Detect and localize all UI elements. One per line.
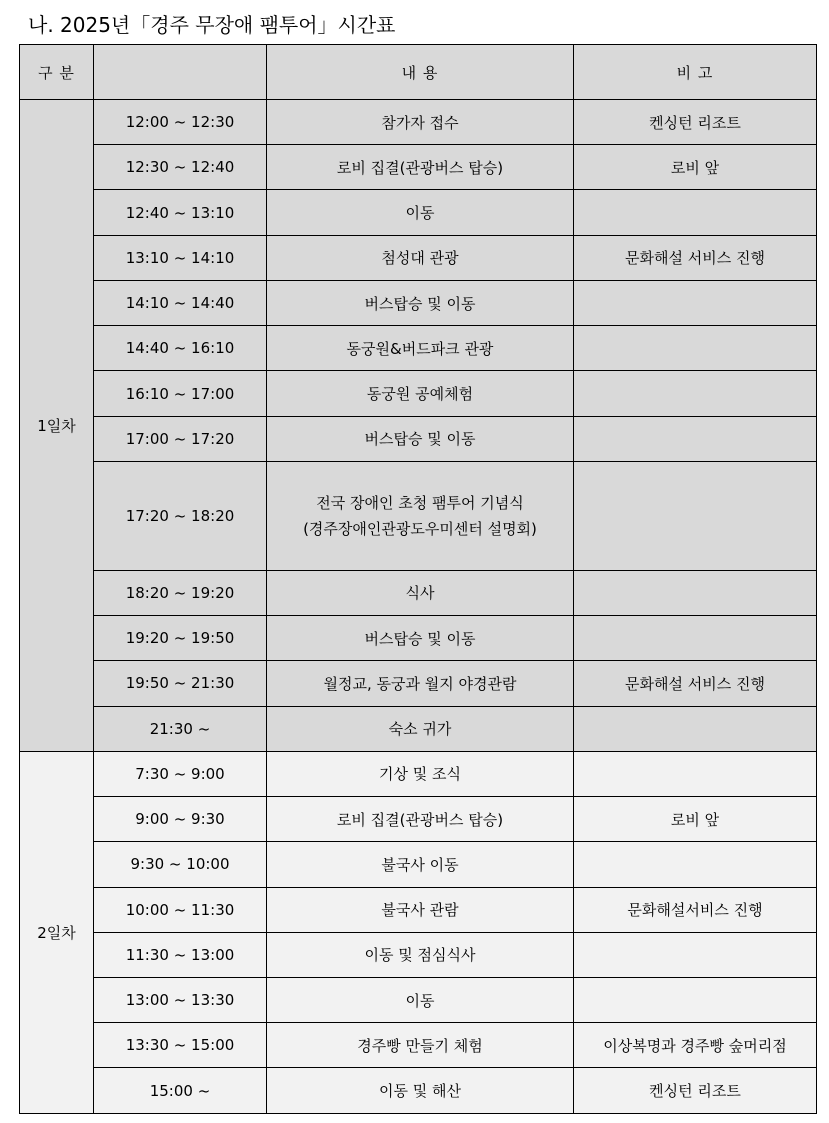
time-cell: 18:20 ~ 19:20 <box>94 570 267 615</box>
day-label: 2일차 <box>20 751 94 1113</box>
content-cell: 불국사 관람 <box>267 887 574 932</box>
content-cell: 첨성대 관광 <box>267 235 574 280</box>
time-cell: 15:00 ~ <box>94 1068 267 1114</box>
time-cell: 16:10 ~ 17:00 <box>94 371 267 416</box>
table-row <box>20 145 817 190</box>
content-cell: 버스탑승 및 이동 <box>267 416 574 461</box>
time-cell: 12:40 ~ 13:10 <box>94 190 267 235</box>
note-cell: 문화해설 서비스 진행 <box>574 661 817 706</box>
table-row <box>20 461 817 570</box>
note-cell <box>574 280 817 325</box>
table-row <box>20 416 817 461</box>
note-cell <box>574 751 817 796</box>
time-cell: 13:10 ~ 14:10 <box>94 235 267 280</box>
table-row <box>20 280 817 325</box>
note-cell <box>574 371 817 416</box>
table-row <box>20 371 817 416</box>
note-cell: 켄싱턴 리조트 <box>574 1068 817 1114</box>
content-cell: 불국사 이동 <box>267 842 574 887</box>
time-cell: 21:30 ~ <box>94 706 267 751</box>
table-row <box>20 570 817 615</box>
time-cell: 14:40 ~ 16:10 <box>94 326 267 371</box>
page-title: 나. 2025년「경주 무장애 팸투어」시간표 <box>28 13 396 37</box>
time-cell: 13:00 ~ 13:30 <box>94 977 267 1022</box>
header-content: 내 용 <box>267 45 574 100</box>
time-cell: 14:10 ~ 14:40 <box>94 280 267 325</box>
header-row <box>20 45 817 100</box>
table-row <box>20 706 817 751</box>
content-cell: 이동 및 해산 <box>267 1068 574 1114</box>
note-cell: 로비 앞 <box>574 145 817 190</box>
time-cell: 17:00 ~ 17:20 <box>94 416 267 461</box>
table-row <box>20 1068 817 1114</box>
content-cell: 동궁원&버드파크 관광 <box>267 326 574 371</box>
time-cell: 9:00 ~ 9:30 <box>94 797 267 842</box>
table-row <box>20 977 817 1022</box>
header-time <box>94 45 267 100</box>
note-cell: 문화해설서비스 진행 <box>574 887 817 932</box>
content-cell: 이동 및 점심식사 <box>267 932 574 977</box>
table-row <box>20 1023 817 1068</box>
note-cell: 문화해설 서비스 진행 <box>574 235 817 280</box>
table-row <box>20 100 817 145</box>
table-row <box>20 842 817 887</box>
note-cell <box>574 616 817 661</box>
content-cell: 기상 및 조식 <box>267 751 574 796</box>
content-cell: 이동 <box>267 977 574 1022</box>
table-row <box>20 661 817 706</box>
time-cell: 13:30 ~ 15:00 <box>94 1023 267 1068</box>
table-row <box>20 887 817 932</box>
schedule-table <box>19 44 817 1114</box>
content-cell: 숙소 귀가 <box>267 706 574 751</box>
note-cell <box>574 977 817 1022</box>
table-row <box>20 932 817 977</box>
time-cell: 12:00 ~ 12:30 <box>94 100 267 145</box>
content-cell: 경주빵 만들기 체험 <box>267 1023 574 1068</box>
time-cell: 11:30 ~ 13:00 <box>94 932 267 977</box>
content-cell: 월정교, 동궁과 월지 야경관람 <box>267 661 574 706</box>
time-cell: 9:30 ~ 10:00 <box>94 842 267 887</box>
table-row <box>20 616 817 661</box>
note-cell <box>574 190 817 235</box>
note-cell: 이상복명과 경주빵 숲머리점 <box>574 1023 817 1068</box>
note-cell: 로비 앞 <box>574 797 817 842</box>
note-cell <box>574 932 817 977</box>
time-cell: 12:30 ~ 12:40 <box>94 145 267 190</box>
day-label: 1일차 <box>20 100 94 752</box>
table-row <box>20 190 817 235</box>
table-row <box>20 751 817 796</box>
note-cell <box>574 326 817 371</box>
content-cell: 로비 집결(관광버스 탑승) <box>267 797 574 842</box>
content-cell: 식사 <box>267 570 574 615</box>
content-line-1: 전국 장애인 초청 팸투어 기념식 <box>316 493 524 512</box>
content-cell: 버스탑승 및 이동 <box>267 616 574 661</box>
note-cell: 켄싱턴 리조트 <box>574 100 817 145</box>
content-cell: 동궁원 공예체험 <box>267 371 574 416</box>
header-division: 구 분 <box>20 45 94 100</box>
note-cell <box>574 706 817 751</box>
time-cell: 7:30 ~ 9:00 <box>94 751 267 796</box>
content-cell: 로비 집결(관광버스 탑승) <box>267 145 574 190</box>
time-cell: 10:00 ~ 11:30 <box>94 887 267 932</box>
content-cell: 버스탑승 및 이동 <box>267 280 574 325</box>
schedule-body <box>20 100 817 1114</box>
table-row <box>20 235 817 280</box>
note-cell <box>574 842 817 887</box>
time-cell: 19:50 ~ 21:30 <box>94 661 267 706</box>
header-note: 비 고 <box>574 45 817 100</box>
table-row <box>20 797 817 842</box>
content-cell: 이동 <box>267 190 574 235</box>
note-cell <box>574 570 817 615</box>
content-cell: 참가자 접수 <box>267 100 574 145</box>
table-row <box>20 326 817 371</box>
content-line-2: (경주장애인관광도우미센터 설명회) <box>303 519 537 538</box>
content-cell <box>267 461 574 570</box>
time-cell: 17:20 ~ 18:20 <box>94 461 267 570</box>
note-cell <box>574 416 817 461</box>
note-cell <box>574 461 817 570</box>
time-cell: 19:20 ~ 19:50 <box>94 616 267 661</box>
